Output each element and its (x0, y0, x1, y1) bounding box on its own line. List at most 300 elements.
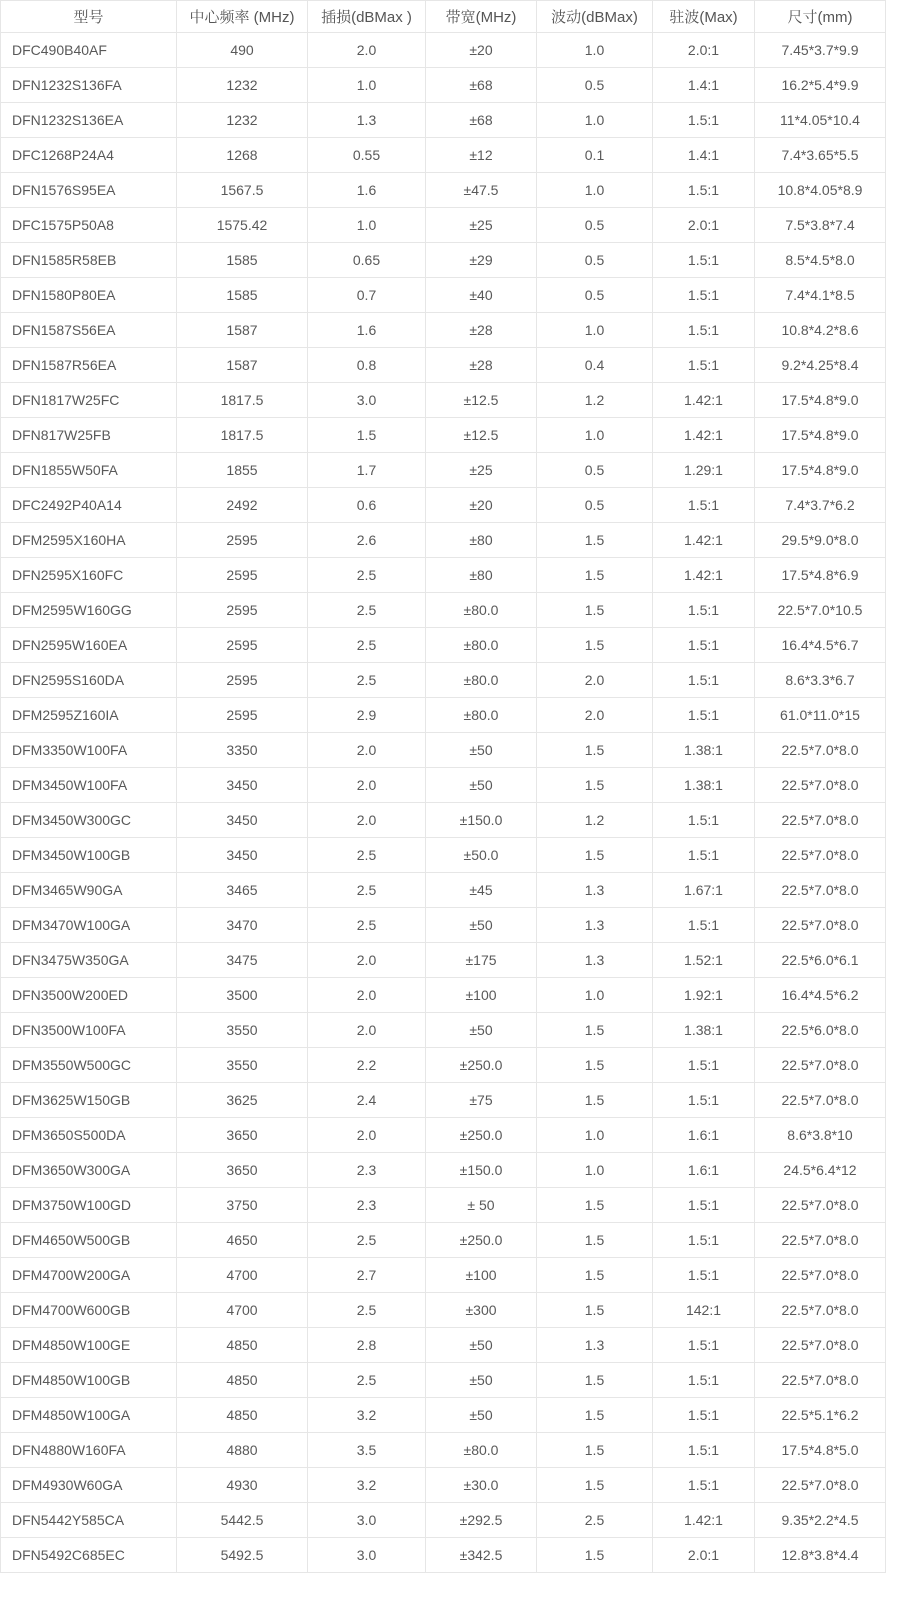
dimensions-cell: 22.5*7.0*8.0 (755, 768, 886, 803)
ripple-cell: 2.0 (537, 663, 653, 698)
center-frequency-cell: 3500 (177, 978, 308, 1013)
bandwidth-cell: ±80.0 (426, 698, 537, 733)
table-row (1, 1083, 886, 1118)
ripple-cell: 1.5 (537, 1363, 653, 1398)
vswr-cell: 1.5:1 (653, 488, 755, 523)
table-row (1, 313, 886, 348)
model-cell: DFM3350W100FA (1, 733, 177, 768)
model-cell: DFN3500W100FA (1, 1013, 177, 1048)
table-row (1, 488, 886, 523)
vswr-cell: 1.5:1 (653, 1328, 755, 1363)
bandwidth-cell: ±300 (426, 1293, 537, 1328)
center-frequency-cell: 3450 (177, 768, 308, 803)
model-cell: DFN1232S136EA (1, 103, 177, 138)
ripple-cell: 1.5 (537, 1538, 653, 1573)
dimensions-cell: 22.5*7.0*8.0 (755, 733, 886, 768)
dimensions-cell: 22.5*7.0*8.0 (755, 1188, 886, 1223)
center-frequency-cell: 1585 (177, 278, 308, 313)
insertion-loss-cell: 3.2 (308, 1398, 426, 1433)
model-cell: DFC2492P40A14 (1, 488, 177, 523)
dimensions-cell: 22.5*7.0*8.0 (755, 1293, 886, 1328)
insertion-loss-cell: 2.0 (308, 768, 426, 803)
header-insertion-loss: 插损(dBMax ) (308, 1, 426, 33)
model-cell: DFN1576S95EA (1, 173, 177, 208)
model-cell: DFN3500W200ED (1, 978, 177, 1013)
vswr-cell: 1.38:1 (653, 1013, 755, 1048)
vswr-cell: 1.29:1 (653, 453, 755, 488)
model-cell: DFC1268P24A4 (1, 138, 177, 173)
ripple-cell: 1.5 (537, 838, 653, 873)
bandwidth-cell: ±12.5 (426, 383, 537, 418)
ripple-cell: 1.0 (537, 1153, 653, 1188)
bandwidth-cell: ±150.0 (426, 1153, 537, 1188)
bandwidth-cell: ±80 (426, 558, 537, 593)
model-cell: DFN5492C685EC (1, 1538, 177, 1573)
table-row (1, 243, 886, 278)
ripple-cell: 1.5 (537, 1398, 653, 1433)
bandwidth-cell: ±50 (426, 768, 537, 803)
ripple-cell: 0.5 (537, 488, 653, 523)
insertion-loss-cell: 2.5 (308, 908, 426, 943)
dimensions-cell: 22.5*7.0*8.0 (755, 873, 886, 908)
ripple-cell: 1.0 (537, 313, 653, 348)
vswr-cell: 1.5:1 (653, 1258, 755, 1293)
model-cell: DFN817W25FB (1, 418, 177, 453)
center-frequency-cell: 4850 (177, 1398, 308, 1433)
bandwidth-cell: ±75 (426, 1083, 537, 1118)
vswr-cell: 1.5:1 (653, 278, 755, 313)
table-row (1, 523, 886, 558)
table-row (1, 1048, 886, 1083)
insertion-loss-cell: 2.7 (308, 1258, 426, 1293)
center-frequency-cell: 4850 (177, 1363, 308, 1398)
ripple-cell: 0.1 (537, 138, 653, 173)
bandwidth-cell: ±100 (426, 978, 537, 1013)
insertion-loss-cell: 2.5 (308, 1363, 426, 1398)
model-cell: DFM4700W600GB (1, 1293, 177, 1328)
dimensions-cell: 22.5*7.0*8.0 (755, 1223, 886, 1258)
insertion-loss-cell: 2.5 (308, 558, 426, 593)
bandwidth-cell: ±47.5 (426, 173, 537, 208)
center-frequency-cell: 4930 (177, 1468, 308, 1503)
vswr-cell: 1.6:1 (653, 1118, 755, 1153)
table-header-row (1, 1, 886, 33)
insertion-loss-cell: 2.5 (308, 593, 426, 628)
ripple-cell: 1.5 (537, 1293, 653, 1328)
bandwidth-cell: ±80.0 (426, 1433, 537, 1468)
table-row (1, 208, 886, 243)
center-frequency-cell: 2595 (177, 628, 308, 663)
ripple-cell: 1.5 (537, 733, 653, 768)
ripple-cell: 1.3 (537, 908, 653, 943)
center-frequency-cell: 4700 (177, 1293, 308, 1328)
vswr-cell: 1.42:1 (653, 383, 755, 418)
center-frequency-cell: 1232 (177, 103, 308, 138)
insertion-loss-cell: 2.0 (308, 978, 426, 1013)
bandwidth-cell: ±100 (426, 1258, 537, 1293)
center-frequency-cell: 2595 (177, 663, 308, 698)
model-cell: DFN2595W160EA (1, 628, 177, 663)
dimensions-cell: 17.5*4.8*6.9 (755, 558, 886, 593)
center-frequency-cell: 2595 (177, 558, 308, 593)
ripple-cell: 0.4 (537, 348, 653, 383)
vswr-cell: 1.5:1 (653, 1468, 755, 1503)
dimensions-cell: 7.4*3.65*5.5 (755, 138, 886, 173)
center-frequency-cell: 3650 (177, 1153, 308, 1188)
dimensions-cell: 8.5*4.5*8.0 (755, 243, 886, 278)
dimensions-cell: 22.5*5.1*6.2 (755, 1398, 886, 1433)
model-cell: DFN1855W50FA (1, 453, 177, 488)
ripple-cell: 2.5 (537, 1503, 653, 1538)
table-row (1, 348, 886, 383)
ripple-cell: 1.3 (537, 1328, 653, 1363)
dimensions-cell: 10.8*4.05*8.9 (755, 173, 886, 208)
vswr-cell: 1.5:1 (653, 803, 755, 838)
dimensions-cell: 7.4*4.1*8.5 (755, 278, 886, 313)
vswr-cell: 1.5:1 (653, 698, 755, 733)
ripple-cell: 1.5 (537, 628, 653, 663)
table-row (1, 1258, 886, 1293)
vswr-cell: 1.5:1 (653, 348, 755, 383)
dimensions-cell: 24.5*6.4*12 (755, 1153, 886, 1188)
dimensions-cell: 22.5*7.0*8.0 (755, 803, 886, 838)
dimensions-cell: 17.5*4.8*9.0 (755, 453, 886, 488)
center-frequency-cell: 3650 (177, 1118, 308, 1153)
vswr-cell: 1.42:1 (653, 1503, 755, 1538)
ripple-cell: 1.0 (537, 103, 653, 138)
insertion-loss-cell: 2.5 (308, 628, 426, 663)
table-row (1, 978, 886, 1013)
table-row (1, 558, 886, 593)
center-frequency-cell: 5442.5 (177, 1503, 308, 1538)
table-row (1, 1433, 886, 1468)
model-cell: DFM4850W100GA (1, 1398, 177, 1433)
dimensions-cell: 10.8*4.2*8.6 (755, 313, 886, 348)
model-cell: DFN3475W350GA (1, 943, 177, 978)
dimensions-cell: 17.5*4.8*5.0 (755, 1433, 886, 1468)
dimensions-cell: 22.5*6.0*8.0 (755, 1013, 886, 1048)
table-row (1, 278, 886, 313)
insertion-loss-cell: 2.8 (308, 1328, 426, 1363)
bandwidth-cell: ±12.5 (426, 418, 537, 453)
center-frequency-cell: 3475 (177, 943, 308, 978)
bandwidth-cell: ±250.0 (426, 1223, 537, 1258)
center-frequency-cell: 1587 (177, 313, 308, 348)
table-row (1, 908, 886, 943)
table-row (1, 1398, 886, 1433)
ripple-cell: 1.5 (537, 593, 653, 628)
insertion-loss-cell: 2.0 (308, 733, 426, 768)
insertion-loss-cell: 0.6 (308, 488, 426, 523)
vswr-cell: 1.42:1 (653, 523, 755, 558)
ripple-cell: 1.5 (537, 1083, 653, 1118)
insertion-loss-cell: 0.8 (308, 348, 426, 383)
table-row (1, 1293, 886, 1328)
vswr-cell: 1.5:1 (653, 1188, 755, 1223)
table-row (1, 1153, 886, 1188)
vswr-cell: 1.67:1 (653, 873, 755, 908)
bandwidth-cell: ±50 (426, 1328, 537, 1363)
dimensions-cell: 17.5*4.8*9.0 (755, 383, 886, 418)
bandwidth-cell: ±12 (426, 138, 537, 173)
bandwidth-cell: ±25 (426, 453, 537, 488)
bandwidth-cell: ±175 (426, 943, 537, 978)
dimensions-cell: 9.35*2.2*4.5 (755, 1503, 886, 1538)
insertion-loss-cell: 2.0 (308, 1013, 426, 1048)
bandwidth-cell: ±250.0 (426, 1118, 537, 1153)
center-frequency-cell: 2595 (177, 523, 308, 558)
dimensions-cell: 7.5*3.8*7.4 (755, 208, 886, 243)
insertion-loss-cell: 3.0 (308, 1538, 426, 1573)
bandwidth-cell: ±20 (426, 33, 537, 68)
ripple-cell: 1.2 (537, 803, 653, 838)
model-cell: DFN1587S56EA (1, 313, 177, 348)
insertion-loss-cell: 2.5 (308, 873, 426, 908)
insertion-loss-cell: 0.55 (308, 138, 426, 173)
bandwidth-cell: ±50 (426, 1363, 537, 1398)
model-cell: DFM3465W90GA (1, 873, 177, 908)
insertion-loss-cell: 2.2 (308, 1048, 426, 1083)
dimensions-cell: 22.5*7.0*8.0 (755, 1468, 886, 1503)
vswr-cell: 1.5:1 (653, 1398, 755, 1433)
ripple-cell: 1.5 (537, 1433, 653, 1468)
model-cell: DFM4850W100GE (1, 1328, 177, 1363)
center-frequency-cell: 490 (177, 33, 308, 68)
table-row (1, 803, 886, 838)
center-frequency-cell: 2595 (177, 593, 308, 628)
ripple-cell: 1.5 (537, 1468, 653, 1503)
dimensions-cell: 22.5*7.0*8.0 (755, 838, 886, 873)
insertion-loss-cell: 2.5 (308, 1223, 426, 1258)
vswr-cell: 1.42:1 (653, 418, 755, 453)
center-frequency-cell: 4850 (177, 1328, 308, 1363)
insertion-loss-cell: 1.0 (308, 208, 426, 243)
model-cell: DFN1232S136FA (1, 68, 177, 103)
ripple-cell: 1.3 (537, 943, 653, 978)
dimensions-cell: 16.2*5.4*9.9 (755, 68, 886, 103)
dimensions-cell: 22.5*6.0*6.1 (755, 943, 886, 978)
insertion-loss-cell: 3.0 (308, 383, 426, 418)
ripple-cell: 1.5 (537, 558, 653, 593)
bandwidth-cell: ±40 (426, 278, 537, 313)
ripple-cell: 1.5 (537, 1048, 653, 1083)
vswr-cell: 2.0:1 (653, 33, 755, 68)
insertion-loss-cell: 0.7 (308, 278, 426, 313)
header-dimensions: 尺寸(mm) (755, 1, 886, 33)
dimensions-cell: 16.4*4.5*6.2 (755, 978, 886, 1013)
table-row (1, 418, 886, 453)
model-cell: DFM2595W160GG (1, 593, 177, 628)
center-frequency-cell: 1587 (177, 348, 308, 383)
center-frequency-cell: 3350 (177, 733, 308, 768)
table-row (1, 1503, 886, 1538)
bandwidth-cell: ±28 (426, 348, 537, 383)
insertion-loss-cell: 1.3 (308, 103, 426, 138)
header-vswr: 驻波(Max) (653, 1, 755, 33)
bandwidth-cell: ±28 (426, 313, 537, 348)
vswr-cell: 2.0:1 (653, 208, 755, 243)
vswr-cell: 1.92:1 (653, 978, 755, 1013)
center-frequency-cell: 3450 (177, 838, 308, 873)
dimensions-cell: 22.5*7.0*8.0 (755, 1328, 886, 1363)
model-cell: DFM3750W100GD (1, 1188, 177, 1223)
vswr-cell: 1.5:1 (653, 313, 755, 348)
insertion-loss-cell: 2.9 (308, 698, 426, 733)
insertion-loss-cell: 2.3 (308, 1188, 426, 1223)
vswr-cell: 1.5:1 (653, 103, 755, 138)
insertion-loss-cell: 2.0 (308, 943, 426, 978)
bandwidth-cell: ±80.0 (426, 593, 537, 628)
header-bandwidth: 带宽(MHz) (426, 1, 537, 33)
vswr-cell: 1.5:1 (653, 1363, 755, 1398)
bandwidth-cell: ±50.0 (426, 838, 537, 873)
vswr-cell: 1.38:1 (653, 768, 755, 803)
insertion-loss-cell: 0.65 (308, 243, 426, 278)
vswr-cell: 1.5:1 (653, 908, 755, 943)
vswr-cell: 1.52:1 (653, 943, 755, 978)
bandwidth-cell: ±68 (426, 103, 537, 138)
ripple-cell: 0.5 (537, 278, 653, 313)
center-frequency-cell: 1575.42 (177, 208, 308, 243)
ripple-cell: 2.0 (537, 698, 653, 733)
center-frequency-cell: 1232 (177, 68, 308, 103)
vswr-cell: 1.4:1 (653, 138, 755, 173)
header-ripple: 波动(dBMax) (537, 1, 653, 33)
insertion-loss-cell: 1.5 (308, 418, 426, 453)
vswr-cell: 1.5:1 (653, 1223, 755, 1258)
center-frequency-cell: 3470 (177, 908, 308, 943)
vswr-cell: 1.5:1 (653, 173, 755, 208)
center-frequency-cell: 3550 (177, 1048, 308, 1083)
insertion-loss-cell: 2.0 (308, 803, 426, 838)
center-frequency-cell: 4650 (177, 1223, 308, 1258)
insertion-loss-cell: 2.0 (308, 1118, 426, 1153)
vswr-cell: 2.0:1 (653, 1538, 755, 1573)
ripple-cell: 0.5 (537, 243, 653, 278)
ripple-cell: 1.0 (537, 33, 653, 68)
header-center-frequency: 中心频率 (MHz) (177, 1, 308, 33)
model-cell: DFN1585R58EB (1, 243, 177, 278)
insertion-loss-cell: 3.2 (308, 1468, 426, 1503)
dimensions-cell: 61.0*11.0*15 (755, 698, 886, 733)
center-frequency-cell: 5492.5 (177, 1538, 308, 1573)
model-cell: DFN2595S160DA (1, 663, 177, 698)
center-frequency-cell: 3750 (177, 1188, 308, 1223)
ripple-cell: 1.0 (537, 1118, 653, 1153)
insertion-loss-cell: 2.0 (308, 33, 426, 68)
center-frequency-cell: 1817.5 (177, 418, 308, 453)
ripple-cell: 0.5 (537, 68, 653, 103)
model-cell: DFM3450W100GB (1, 838, 177, 873)
ripple-cell: 0.5 (537, 453, 653, 488)
table-row (1, 68, 886, 103)
center-frequency-cell: 1855 (177, 453, 308, 488)
insertion-loss-cell: 3.0 (308, 1503, 426, 1538)
vswr-cell: 1.4:1 (653, 68, 755, 103)
model-cell: DFN1580P80EA (1, 278, 177, 313)
bandwidth-cell: ±80.0 (426, 663, 537, 698)
center-frequency-cell: 1585 (177, 243, 308, 278)
bandwidth-cell: ±150.0 (426, 803, 537, 838)
ripple-cell: 1.0 (537, 418, 653, 453)
bandwidth-cell: ±45 (426, 873, 537, 908)
bandwidth-cell: ±25 (426, 208, 537, 243)
insertion-loss-cell: 1.0 (308, 68, 426, 103)
ripple-cell: 1.5 (537, 1188, 653, 1223)
model-cell: DFM4700W200GA (1, 1258, 177, 1293)
model-cell: DFM3470W100GA (1, 908, 177, 943)
vswr-cell: 1.38:1 (653, 733, 755, 768)
dimensions-cell: 22.5*7.0*8.0 (755, 1048, 886, 1083)
model-cell: DFN4880W160FA (1, 1433, 177, 1468)
table-row (1, 628, 886, 663)
insertion-loss-cell: 1.7 (308, 453, 426, 488)
table-row (1, 1223, 886, 1258)
vswr-cell: 142:1 (653, 1293, 755, 1328)
bandwidth-cell: ±80.0 (426, 628, 537, 663)
ripple-cell: 1.0 (537, 978, 653, 1013)
table-row (1, 1538, 886, 1573)
model-cell: DFM2595Z160IA (1, 698, 177, 733)
center-frequency-cell: 3450 (177, 803, 308, 838)
dimensions-cell: 9.2*4.25*8.4 (755, 348, 886, 383)
dimensions-cell: 12.8*3.8*4.4 (755, 1538, 886, 1573)
table-row (1, 1363, 886, 1398)
vswr-cell: 1.6:1 (653, 1153, 755, 1188)
bandwidth-cell: ±50 (426, 1013, 537, 1048)
model-cell: DFM2595X160HA (1, 523, 177, 558)
vswr-cell: 1.5:1 (653, 663, 755, 698)
table-row (1, 33, 886, 68)
table-row (1, 698, 886, 733)
table-row (1, 838, 886, 873)
table-row (1, 103, 886, 138)
bandwidth-cell: ±342.5 (426, 1538, 537, 1573)
dimensions-cell: 22.5*7.0*8.0 (755, 1258, 886, 1293)
bandwidth-cell: ±292.5 (426, 1503, 537, 1538)
model-cell: DFM4650W500GB (1, 1223, 177, 1258)
insertion-loss-cell: 2.5 (308, 838, 426, 873)
table-row (1, 733, 886, 768)
table-row (1, 1468, 886, 1503)
dimensions-cell: 7.4*3.7*6.2 (755, 488, 886, 523)
center-frequency-cell: 2595 (177, 698, 308, 733)
dimensions-cell: 22.5*7.0*8.0 (755, 1083, 886, 1118)
table-row (1, 593, 886, 628)
table-row (1, 1328, 886, 1363)
vswr-cell: 1.42:1 (653, 558, 755, 593)
model-cell: DFC490B40AF (1, 33, 177, 68)
ripple-cell: 1.3 (537, 873, 653, 908)
bandwidth-cell: ±20 (426, 488, 537, 523)
ripple-cell: 1.2 (537, 383, 653, 418)
dimensions-cell: 29.5*9.0*8.0 (755, 523, 886, 558)
model-cell: DFM3550W500GC (1, 1048, 177, 1083)
model-cell: DFM3450W300GC (1, 803, 177, 838)
center-frequency-cell: 3625 (177, 1083, 308, 1118)
model-cell: DFN2595X160FC (1, 558, 177, 593)
vswr-cell: 1.5:1 (653, 1083, 755, 1118)
vswr-cell: 1.5:1 (653, 1048, 755, 1083)
ripple-cell: 1.5 (537, 523, 653, 558)
dimensions-cell: 22.5*7.0*8.0 (755, 1363, 886, 1398)
header-model: 型号 (1, 1, 177, 33)
insertion-loss-cell: 2.6 (308, 523, 426, 558)
dimensions-cell: 8.6*3.3*6.7 (755, 663, 886, 698)
table-body (1, 33, 886, 1573)
bandwidth-cell: ±50 (426, 908, 537, 943)
center-frequency-cell: 3465 (177, 873, 308, 908)
